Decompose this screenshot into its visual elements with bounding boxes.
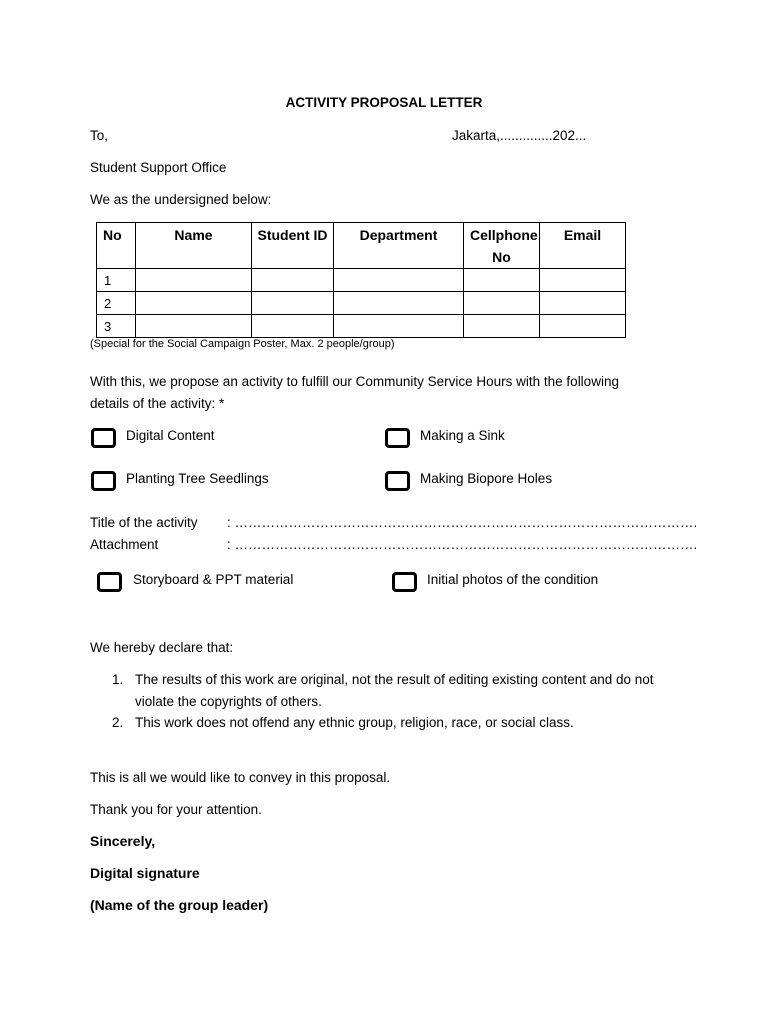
to-label: To,	[90, 128, 109, 143]
digital-content-label: Digital Content	[126, 428, 215, 443]
table-row	[97, 315, 626, 338]
place-date: Jakarta,..............202...	[452, 128, 587, 143]
column-header-no: No	[97, 223, 136, 269]
row-number: 3	[97, 315, 136, 338]
storyboard-ppt-checkbox[interactable]	[97, 572, 122, 592]
proposal-text-line-2: details of the activity: *	[90, 396, 225, 411]
column-header-name: Name	[136, 223, 252, 269]
department-cell[interactable]	[334, 269, 464, 292]
group-leader-name: (Name of the group leader)	[90, 897, 269, 913]
student-id-cell[interactable]	[252, 269, 334, 292]
table-note: (Special for the Social Campaign Poster, Max. 2 people/group)	[90, 338, 395, 350]
digital-signature: Digital signature	[90, 865, 200, 881]
initial-photos-checkbox[interactable]	[392, 572, 417, 592]
email-cell[interactable]	[540, 292, 626, 315]
declaration-heading: We hereby declare that:	[90, 640, 234, 655]
recipient: Student Support Office	[90, 160, 227, 175]
row-number: 2	[97, 292, 136, 315]
name-cell[interactable]	[136, 315, 252, 338]
name-cell[interactable]	[136, 269, 252, 292]
list-item-number: 2.	[112, 715, 124, 730]
department-cell[interactable]	[334, 292, 464, 315]
storyboard-ppt-label: Storyboard & PPT material	[133, 572, 294, 587]
sincerely: Sincerely,	[90, 833, 156, 849]
making-a-sink-checkbox[interactable]	[385, 428, 410, 448]
attachment-field[interactable]: : ………………………………………………………………………………………….	[227, 537, 698, 552]
table-row	[97, 292, 626, 315]
column-header-department: Department	[334, 223, 464, 269]
initial-photos-label: Initial photos of the condition	[427, 572, 599, 587]
making-biopore-holes-checkbox[interactable]	[385, 471, 410, 491]
making-a-sink-label: Making a Sink	[420, 428, 505, 443]
members-table	[96, 222, 626, 338]
digital-content-checkbox[interactable]	[91, 428, 116, 448]
student-id-cell[interactable]	[252, 292, 334, 315]
department-cell[interactable]	[334, 315, 464, 338]
row-number: 1	[97, 269, 136, 292]
planting-tree-seedlings-checkbox[interactable]	[91, 471, 116, 491]
table-header-row	[97, 223, 626, 269]
list-item-continuation: violate the copyrights of others.	[135, 694, 322, 709]
activity-title-label: Title of the activity	[90, 515, 198, 530]
list-item-number: 1.	[112, 672, 124, 687]
cellphone-cell[interactable]	[464, 292, 540, 315]
email-cell[interactable]	[540, 315, 626, 338]
column-header-cellphone: Cellphone No	[464, 223, 540, 269]
cellphone-cell[interactable]	[464, 269, 540, 292]
attachment-label: Attachment	[90, 537, 159, 552]
making-biopore-holes-label: Making Biopore Holes	[420, 471, 553, 486]
column-header-email: Email	[540, 223, 626, 269]
table-row	[97, 269, 626, 292]
intro-text: We as the undersigned below:	[90, 192, 272, 207]
closing-line-1: This is all we would like to convey in this proposal.	[90, 770, 391, 785]
list-item: The results of this work are original, not the result of editing existing content and do not	[135, 672, 654, 687]
cellphone-cell[interactable]	[464, 315, 540, 338]
student-id-cell[interactable]	[252, 315, 334, 338]
column-header-student-id: Student ID	[252, 223, 334, 269]
planting-tree-seedlings-label: Planting Tree Seedlings	[126, 471, 269, 486]
name-cell[interactable]	[136, 292, 252, 315]
closing-line-2: Thank you for your attention.	[90, 802, 262, 817]
document-title: ACTIVITY PROPOSAL LETTER	[285, 95, 483, 110]
activity-title-field[interactable]: : ………………………………………………………………………………………….	[227, 515, 698, 530]
email-cell[interactable]	[540, 269, 626, 292]
proposal-text-line-1: With this, we propose an activity to fulfill our Community Service Hours with the following	[90, 374, 619, 389]
list-item: This work does not offend any ethnic group, religion, race, or social class.	[135, 715, 574, 730]
